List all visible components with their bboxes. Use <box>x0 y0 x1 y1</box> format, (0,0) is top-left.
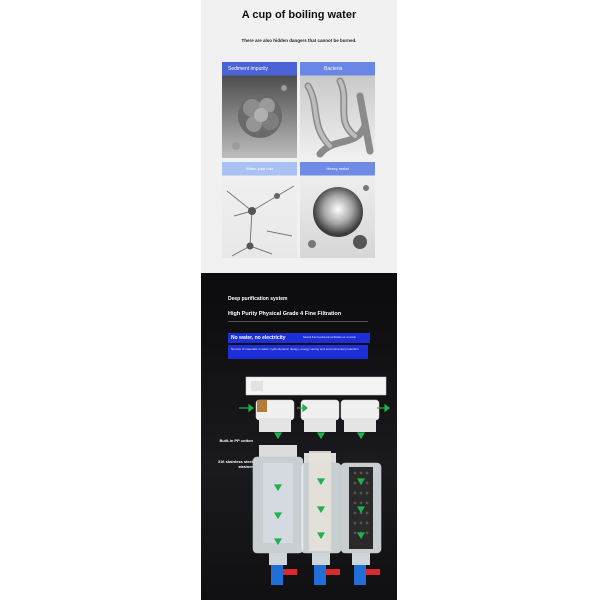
tile-sediment-impurity <box>222 62 297 158</box>
valve-1 <box>271 565 297 585</box>
tile-bacteria <box>300 62 375 158</box>
filter-head-1 <box>256 400 294 432</box>
tile-heavy-metal <box>300 162 375 258</box>
filter-product-illustration <box>201 373 397 600</box>
heavy-metal-illustration <box>300 176 375 258</box>
neuron-illustration <box>222 176 297 258</box>
tile-label: Heavy metal <box>326 166 349 171</box>
purification-section <box>201 273 397 600</box>
filtration-grade: High Purity Physical Grade 4 Fine Filtration <box>228 311 342 317</box>
divider <box>228 321 368 322</box>
section-title: A cup of boiling water <box>241 9 357 21</box>
pp-cotton-label: Built-in PP cotton <box>219 438 253 443</box>
valve-3 <box>354 565 380 585</box>
tile-water-pipe-rust <box>222 162 297 258</box>
feature-description: No loss of materials in water: hydrodynamic design, energy saving and environmental protection <box>228 345 368 359</box>
steel-strainer-label: 316 stainless steel strainer <box>217 459 253 469</box>
valve-2 <box>314 565 340 585</box>
product-page <box>201 0 397 600</box>
boiling-water-section <box>201 0 397 273</box>
filter-head-3 <box>341 400 379 432</box>
tile-label: Bacteria <box>324 66 343 72</box>
tile-label: Sediment impurity <box>228 66 269 72</box>
tile-label: Water pipe rust <box>246 166 273 171</box>
bacteria-illustration <box>300 76 375 158</box>
section-subtitle: There are also hidden dangers that cannot be burned. <box>241 38 357 43</box>
purification-heading: Deep purification system <box>228 296 288 302</box>
filter-head-2 <box>301 400 339 432</box>
sediment-illustration <box>222 76 297 158</box>
feature-badge: No water, no electricity <box>228 333 301 343</box>
filter-canister-1 <box>253 445 303 565</box>
mounting-bar <box>246 377 386 395</box>
feature-note: Natural fluid mechanical purification at no waste <box>301 333 370 343</box>
